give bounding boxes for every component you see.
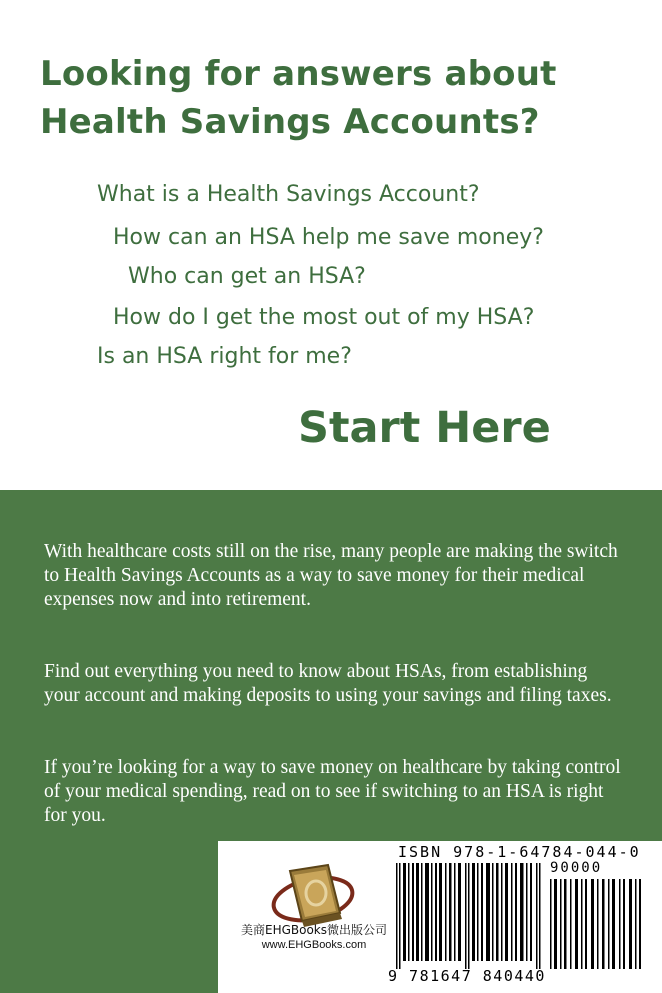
- barcode-digits: 9 781647 840440: [388, 967, 546, 985]
- paragraph-1: With healthcare costs still on the rise, many people are making the switch to Health Savings Accounts as a way to save money for their medical expenses now and into retirement.: [44, 541, 618, 610]
- headline: Looking for answers about Health Savings Accounts?: [40, 54, 557, 142]
- question-4: How do I get the most out of my HSA?: [113, 305, 535, 330]
- question-3: Who can get an HSA?: [128, 264, 366, 289]
- barcode-bars: [394, 863, 544, 969]
- publisher-url: www.EHGBooks.com: [261, 939, 367, 951]
- barcode-addon-bars: [548, 879, 644, 969]
- isbn-label: ISBN 978-1-64784-044-0: [398, 843, 641, 861]
- start-here-title: Start Here: [298, 403, 551, 453]
- publisher-name: 美商EHGBooks微出版公司: [240, 923, 388, 937]
- question-2: How can an HSA help me save money?: [113, 225, 544, 250]
- paragraph-3: If you’re looking for a way to save money on healthcare by taking control of your medical spending, read on to see if switching to an HSA is right for you.: [44, 757, 621, 826]
- question-1: What is a Health Savings Account?: [97, 182, 480, 207]
- question-5: Is an HSA right for me?: [97, 344, 352, 369]
- barcode-panel: [218, 841, 662, 993]
- top-section: [0, 0, 662, 490]
- paragraph-2: Find out everything you need to know about HSAs, from establishing your account and making deposits to using your savings and filing taxes.: [44, 661, 612, 706]
- barcode-addon-digits: 90000: [550, 860, 603, 876]
